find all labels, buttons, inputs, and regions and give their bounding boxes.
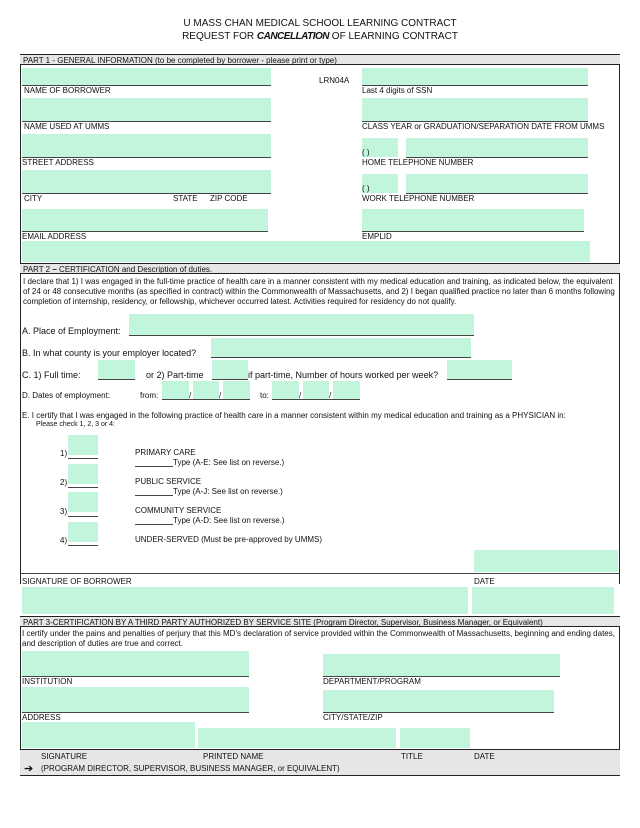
- borrower-date-field-upper[interactable]: [474, 550, 618, 572]
- option-2-title: PUBLIC SERVICE: [135, 477, 202, 486]
- option-4-title: UNDER-SERVED (Must be pre-approved by UMMS): [135, 535, 323, 544]
- option-3-number: 3): [60, 507, 68, 516]
- to-year-field[interactable]: [333, 381, 360, 399]
- city-state-zip-field[interactable]: [22, 170, 271, 193]
- street-address-field[interactable]: [22, 134, 271, 157]
- signature-rule: [20, 573, 620, 574]
- borrower-date-label: DATE: [474, 577, 495, 586]
- type-underline: [135, 495, 173, 496]
- option-4-checkbox[interactable]: [68, 522, 98, 542]
- date-slash: /: [299, 391, 302, 400]
- home-phone-field[interactable]: [406, 138, 588, 157]
- emplid-field[interactable]: [362, 209, 584, 231]
- certify-physician-text: E. I certify that I was engaged in the following practice of health care in a manner consistent within my medical education and training as a PHYSICIAN in:: [22, 411, 566, 420]
- borrower-name-field[interactable]: [22, 68, 271, 85]
- city-state-zip-label: CITY/STATE/ZIP: [323, 713, 383, 722]
- option-1-type: Type (A-E: See list on reverse.): [173, 458, 285, 467]
- part3-certify-text: I certify under the pains and penalties of perjury that this MD's declaration of service provided within the Commonwealth of Massachusetts, beginning and ending dates, and description of duties are true and correct.: [22, 629, 615, 648]
- date-slash: /: [329, 391, 332, 400]
- part-time-label: or 2) Part-time: [146, 370, 204, 380]
- zip-label: ZIP CODE: [210, 194, 248, 203]
- part1-header: PART 1 - GENERAL INFORMATION (to be completed by borrower - please print or type): [20, 54, 620, 65]
- part1-extra-field[interactable]: [22, 241, 590, 262]
- from-month-field[interactable]: [162, 381, 192, 400]
- email-field[interactable]: [22, 209, 268, 231]
- field-underline: [68, 458, 98, 459]
- subtitle-pre: REQUEST FOR: [182, 31, 257, 42]
- from-label: from:: [140, 391, 159, 400]
- third-party-signature-field[interactable]: [22, 722, 195, 748]
- option-2-checkbox[interactable]: [68, 464, 98, 484]
- option-1-checkbox[interactable]: [68, 435, 98, 455]
- option-4-number: 4): [60, 536, 68, 545]
- field-underline: [211, 357, 471, 358]
- to-month-field[interactable]: [272, 381, 302, 400]
- full-time-field[interactable]: [98, 360, 135, 379]
- emplid-label: EMPLID: [362, 232, 392, 241]
- option-2-type: Type (A-J: See list on reverse.): [173, 487, 283, 496]
- form-title: U MASS CHAN MEDICAL SCHOOL LEARNING CONTRACT: [183, 18, 457, 29]
- option-2-number: 2): [60, 478, 68, 487]
- title-field[interactable]: [400, 728, 470, 748]
- title-label: TITLE: [401, 752, 423, 761]
- please-check-text: Please check 1, 2, 3 or 4:: [36, 421, 115, 428]
- field-underline: [129, 335, 474, 336]
- part2-header: [20, 263, 620, 274]
- hours-label: if part-time, Number of hours worked per week?: [248, 370, 439, 380]
- part3-header: PART 3-CERTIFICATION BY A THIRD PARTY AUTHORIZED BY SERVICE SITE (Program Director, Supervisor, Business Manager, or Equivalent): [20, 616, 620, 627]
- place-of-employment-label: A. Place of Employment:: [22, 326, 121, 336]
- institution-label: INSTITUTION: [22, 677, 73, 686]
- part-time-field[interactable]: [212, 360, 248, 379]
- dates-label: D. Dates of employment:: [22, 391, 111, 400]
- footer-note: (PROGRAM DIRECTOR, SUPERVISOR, BUSINESS MANAGER, or EQUIVALENT): [41, 764, 340, 773]
- field-underline: [212, 379, 248, 380]
- class-year-label: CLASS YEAR or GRADUATION/SEPARATION DATE FROM UMMS: [362, 122, 605, 131]
- subtitle-cancellation: CANCELLATION: [256, 31, 330, 42]
- field-underline: [162, 399, 250, 400]
- borrower-signature-field[interactable]: [22, 587, 468, 614]
- option-3-type: Type (A-D: See list on reverse.): [173, 516, 285, 525]
- type-underline: [135, 466, 173, 467]
- form-subtitle: [0, 31, 640, 43]
- email-label: EMAIL ADDRESS: [22, 232, 87, 241]
- borrower-date-field[interactable]: [472, 587, 614, 614]
- option-3-checkbox[interactable]: [68, 492, 98, 512]
- option-3-title: COMMUNITY SERVICE: [135, 506, 222, 515]
- third-party-signature-label: SIGNATURE: [41, 752, 88, 761]
- printed-name-label: PRINTED NAME: [203, 752, 264, 761]
- state-label: STATE: [173, 194, 198, 203]
- part2-header-post: CERTIFICATION and Description of duties.: [56, 265, 213, 274]
- county-label: B. In what county is your employer located?: [22, 348, 197, 358]
- field-underline: [68, 487, 98, 488]
- part2-header-dash: –: [52, 265, 57, 274]
- declaration-text: I declare that 1) I was engaged in the full-time practice of health care in a manner consistent with my medical education and training, as indicated below, the equivalent of 24 or 48 consecutive months (as specified in contract) within the Commonwealth of Massachusetts, and 2) I began qualified practice no later than 6 months following completion of internship, residency, or fellowship, whichever occurred latest. Activities required for residency do not qualify.: [23, 277, 615, 306]
- option-1-title: PRIMARY CARE: [135, 448, 196, 457]
- work-phone-label: WORK TELEPHONE NUMBER: [362, 194, 475, 203]
- field-underline: [68, 516, 98, 517]
- field-underline: [68, 545, 98, 546]
- field-underline: [272, 399, 360, 400]
- subtitle-post: OF LEARNING CONTRACT: [329, 31, 458, 42]
- county-field[interactable]: [211, 338, 471, 357]
- home-phone-label: HOME TELEPHONE NUMBER: [362, 158, 474, 167]
- field-underline: [362, 231, 584, 232]
- place-of-employment-field[interactable]: [129, 314, 474, 335]
- date-slash: /: [189, 391, 192, 400]
- option-1-number: 1): [60, 449, 68, 458]
- department-field[interactable]: [323, 654, 560, 676]
- part2-header-pre: PART 2: [23, 265, 53, 274]
- street-address-label: STREET ADDRESS: [22, 158, 94, 167]
- from-year-field[interactable]: [223, 381, 250, 399]
- address-field[interactable]: [22, 687, 249, 712]
- name-used-field[interactable]: [22, 98, 271, 121]
- city-label: CITY: [24, 194, 43, 203]
- work-area-paren: ( ): [362, 184, 370, 193]
- name-of-borrower-label: NAME OF BORROWER: [24, 86, 111, 95]
- arrow-icon: ➔: [24, 763, 34, 775]
- address-label: ADDRESS: [22, 713, 61, 722]
- home-area-paren: ( ): [362, 148, 370, 157]
- department-label: DEPARTMENT/PROGRAM: [323, 677, 421, 686]
- third-party-date-label: DATE: [474, 752, 495, 761]
- field-underline: [98, 379, 135, 380]
- type-underline: [135, 524, 173, 525]
- to-day-field[interactable]: [303, 381, 332, 400]
- ssn-field[interactable]: [362, 68, 588, 85]
- hours-field[interactable]: [447, 360, 512, 379]
- full-time-label: C. 1) Full time:: [22, 370, 81, 380]
- field-underline: [447, 379, 512, 380]
- class-year-field[interactable]: [362, 98, 588, 121]
- ssn-label: Last 4 digits of SSN: [362, 86, 433, 95]
- to-label: to:: [260, 391, 269, 400]
- printed-name-field[interactable]: [198, 728, 396, 748]
- institution-field[interactable]: [22, 651, 249, 676]
- city-state-zip-field-3[interactable]: [323, 690, 554, 712]
- date-slash: /: [219, 391, 222, 400]
- from-day-field[interactable]: [193, 381, 222, 400]
- form-code: LRN04A: [319, 76, 350, 85]
- work-phone-field[interactable]: [406, 174, 588, 193]
- borrower-signature-label: SIGNATURE OF BORROWER: [22, 577, 132, 586]
- name-used-label: NAME USED AT UMMS: [24, 122, 110, 131]
